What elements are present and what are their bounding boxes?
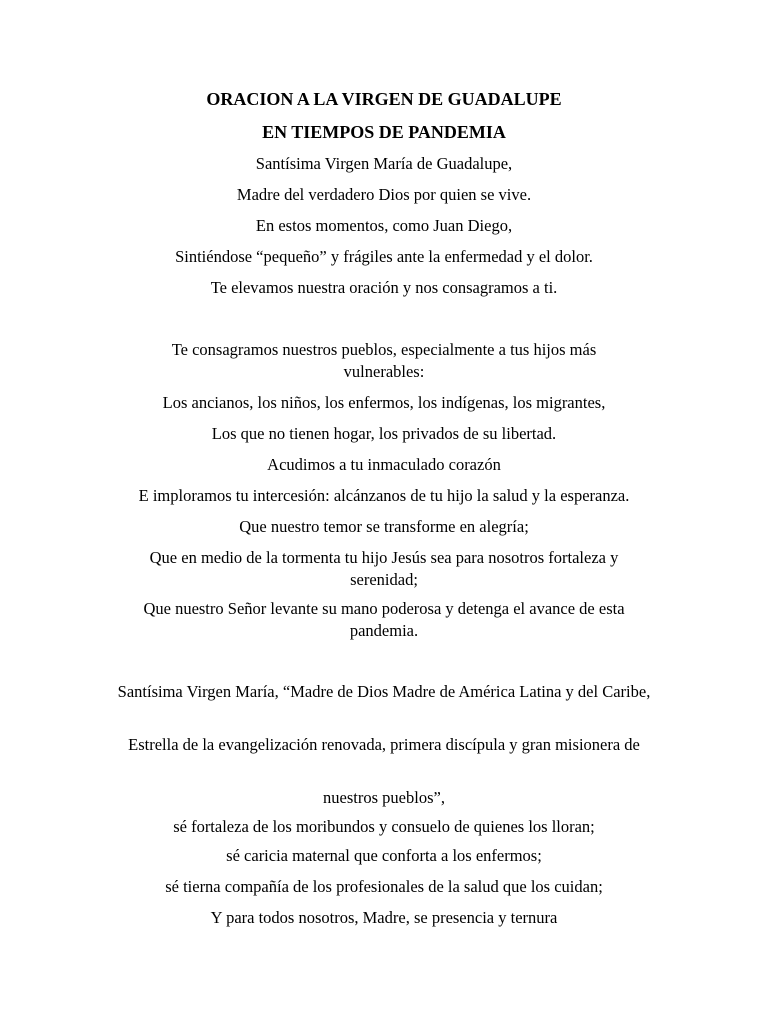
- prayer-line: sé fortaleza de los moribundos y consuelo de quienes los lloran;: [173, 817, 595, 836]
- page-subtitle: EN TIEMPOS DE PANDEMIA: [262, 122, 506, 142]
- prayer-line: En estos momentos, como Juan Diego,: [255, 216, 513, 235]
- prayer-line: nuestros pueblos”,: [323, 788, 445, 807]
- prayer-line: Acudimos a tu inmaculado corazón: [267, 455, 501, 474]
- prayer-line: Los que no tienen hogar, los privados de su libertad.: [211, 424, 557, 443]
- prayer-line: sé caricia maternal que conforta a los enfermos;: [226, 846, 542, 865]
- prayer-line: Te elevamos nuestra oración y nos consagramos a ti.: [210, 278, 558, 297]
- prayer-line: Santísima Virgen María de Guadalupe,: [255, 154, 513, 173]
- prayer-line: Que nuestro temor se transforme en alegría;: [239, 517, 529, 536]
- prayer-line: Santísima Virgen María, “Madre de Dios Madre de América Latina y del Caribe,: [117, 682, 651, 701]
- prayer-line: Estrella de la evangelización renovada, primera discípula y gran misionera de: [128, 735, 640, 754]
- prayer-line: Que en medio de la tormenta tu hijo Jesús sea para nosotros fortaleza y serenidad;: [149, 548, 619, 589]
- prayer-line: Que nuestro Señor levante su mano poderosa y detenga el avance de esta pandemia.: [143, 599, 625, 640]
- prayer-line: Madre del verdadero Dios por quien se vive.: [236, 185, 532, 204]
- prayer-line: Sintiéndose “pequeño” y frágiles ante la enfermedad y el dolor.: [175, 247, 593, 266]
- prayer-line: E imploramos tu intercesión: alcánzanos de tu hijo la salud y la esperanza.: [138, 486, 630, 505]
- prayer-line: Y para todos nosotros, Madre, se presencia y ternura: [210, 908, 558, 927]
- prayer-line: Te consagramos nuestros pueblos, especialmente a tus hijos más vulnerables:: [171, 340, 597, 381]
- prayer-line: sé tierna compañía de los profesionales de la salud que los cuidan;: [165, 877, 603, 896]
- page-title: ORACION A LA VIRGEN DE GUADALUPE: [206, 89, 562, 109]
- prayer-line: Los ancianos, los niños, los enfermos, los indígenas, los migrantes,: [162, 393, 606, 412]
